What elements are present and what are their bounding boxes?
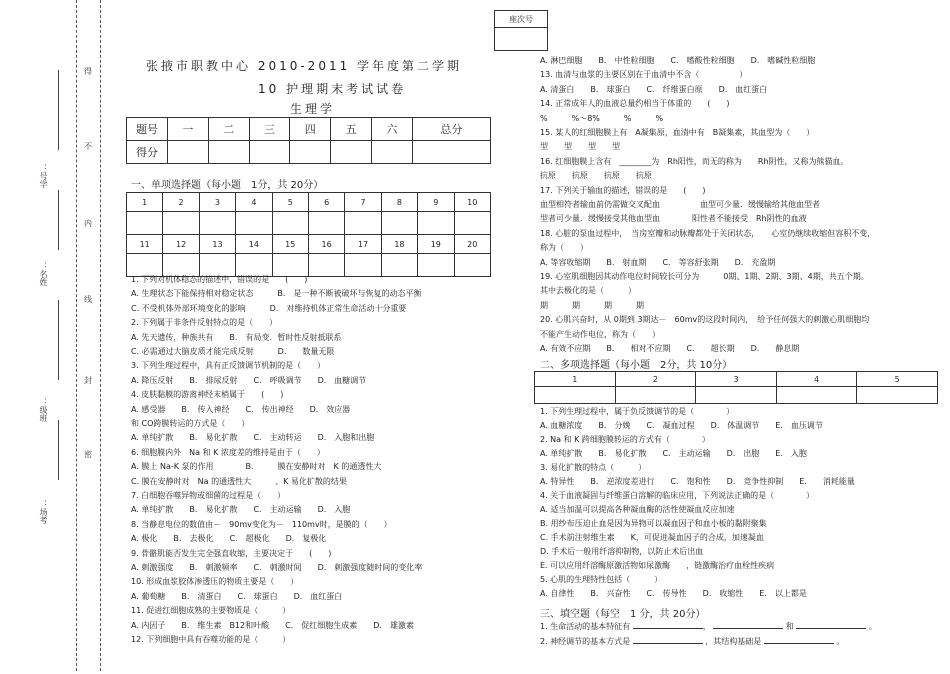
margin-char-de: 得	[84, 67, 92, 76]
seat-number-box	[494, 10, 548, 51]
question-line: 13. 血清与血浆的主要区别在于血清中不含（ ）	[540, 70, 748, 80]
question-line: A. 单纯扩散 B. 易化扩散 C. 主动运输 D. 入胞	[131, 505, 351, 515]
field-class: ：级班	[39, 398, 48, 422]
field-line-1	[58, 70, 60, 150]
score-cell[interactable]	[168, 141, 209, 164]
question-line: 19. 心室肌细胞因其动作电位时间较长可分为 0期、1期、2期、3期、4期，共五个期。	[540, 272, 869, 281]
question-line: 型 型 型 型	[540, 142, 620, 152]
answer-cell[interactable]	[696, 387, 777, 404]
question-line: A. 等容收缩期 B. 射血期 C. 等容舒张期 D. 充盈期	[540, 257, 776, 267]
question-number-cell: 4	[776, 372, 857, 387]
question-number-cell: 1	[127, 193, 163, 212]
margin-char-nei: 内	[84, 219, 92, 228]
question-line: A. 适当加温可以提高各种凝血酶的活性使凝血反应加速	[540, 505, 735, 514]
score-header: 三	[249, 118, 290, 141]
question-number-cell: 7	[345, 193, 381, 212]
question-number-cell: 4	[236, 193, 272, 212]
question-line: 5. 心肌的生理特性包括（ ）	[540, 575, 663, 584]
answer-cell[interactable]	[418, 212, 454, 235]
question-line: 型者可少量．缓慢接受其他血型血 阳性者不能接受 Rh阴性的血液	[540, 214, 807, 224]
seat-label: 座次号	[495, 11, 548, 28]
question-line: C. 不受机体外部环境变化的影响 D. 对维持机体正常生命活动十分重要	[131, 303, 407, 313]
question-number-cell: 5	[857, 372, 938, 387]
question-line: A. 有效不应期 B. 相对不应期 C. 超长期 D. 静息期	[540, 344, 800, 353]
question-number-cell: 3	[696, 372, 777, 387]
question-line: A. 单纯扩散 B. 易化扩散 C. 主动转运 D. 入胞和出胞	[131, 433, 375, 443]
question-line: 7. 白细胞吞噬异物或细菌的过程是（ ）	[131, 491, 286, 500]
question-line: 4. 皮肤黏膜的游离神经末梢属于 ( )	[131, 390, 284, 400]
section1-answer-grid	[126, 192, 491, 277]
answer-cell[interactable]	[127, 212, 163, 235]
question-line: A. 葡萄糖 B. 清蛋白 C. 球蛋白 D. 血红蛋白	[131, 591, 343, 601]
question-number-cell: 8	[381, 193, 417, 212]
question-number-cell: 10	[454, 193, 490, 212]
section1-title: 一、单项选择题（每小题 1分，共 20分）	[131, 180, 324, 191]
question-line: A. 生理状态下能保持相对稳定状态 B. 是一种不断被破坏与恢复的动态平衡	[131, 289, 422, 299]
question-line: % %～8% % %	[540, 113, 664, 123]
field-line-2	[58, 190, 60, 250]
score-header: 总分	[412, 118, 490, 141]
score-header: 五	[331, 118, 372, 141]
score-row-label: 得分	[127, 141, 168, 164]
question-line: 1. 下列对机体稳态的描述中，错误的是 ( )	[131, 275, 308, 284]
question-number-cell: 9	[418, 193, 454, 212]
answer-cell[interactable]	[776, 387, 857, 404]
question-line: 16. 红细胞膜上含有 ________为 Rh阳性，而无的称为 Rh阴性，又称为熊猫血。	[540, 156, 849, 166]
question-line: 1. 下列生理过程中，属于负反馈调节的是（ ）	[540, 407, 735, 416]
question-line: A. 降压反射 B. 排尿反射 C. 呼吸调节 D. 血糖调节	[131, 375, 367, 385]
question-number-cell: 11	[127, 235, 163, 254]
question-number-cell: 13	[199, 235, 235, 254]
question-line: 3. 易化扩散的特点（ ）	[540, 463, 647, 472]
question-line: D. 手术后一般用纤溶抑制物，以防止术后出血	[540, 547, 704, 556]
field-name: ：名姓	[39, 262, 48, 286]
exam-title-line2: 10 护理期末考试试卷	[258, 82, 407, 96]
field-exam-room: ：场考	[39, 500, 48, 524]
answer-cell[interactable]	[454, 212, 490, 235]
answer-cell[interactable]	[381, 212, 417, 235]
question-line: 12. 下列细胞中具有吞噬功能的是（ ）	[131, 635, 291, 644]
question-line: A. 血糖浓度 B. 分娩 C. 凝血过程 D. 体温调节 E. 血压调节	[540, 421, 823, 430]
answer-cell[interactable]	[272, 212, 308, 235]
question-line: 10. 形成血浆胶体渗透压的物质主要是（ ）	[131, 577, 299, 587]
field-line-3	[58, 300, 60, 380]
fill-blank[interactable]	[796, 628, 866, 629]
question-line: A. 感受器 B. 传入神经 C. 传出神经 D. 效应器	[131, 404, 351, 414]
question-line: 3. 下列生理过程中，具有正反馈调节机制的是（ ）	[131, 361, 326, 371]
answer-cell[interactable]	[345, 212, 381, 235]
question-number-cell: 5	[272, 193, 308, 212]
question-line: A. 单纯扩散 B. 易化扩散 C. 主动运输 D. 出胞 E. 入胞	[540, 449, 807, 458]
question-line: 和 CO跨膜转运的方式是（ ）	[131, 419, 250, 428]
margin-char-feng: 封	[84, 376, 92, 385]
question-line: 不能产生动作电位，称为（ ）	[540, 329, 660, 339]
q2-mid: ，其结构基础是	[705, 637, 762, 646]
question-number-cell: 19	[418, 235, 454, 254]
question-number-cell: 18	[381, 235, 417, 254]
q1-sep: 和	[785, 622, 794, 631]
question-line: 血型相符者输血前仍需做交叉配血 血型可少量．缓慢输给其他血型者	[540, 200, 820, 209]
answer-cell[interactable]	[857, 387, 938, 404]
question-line: 8. 当静息电位的数值由－ 90mv变化为－ 110mv时，是膜的（ ）	[131, 519, 392, 529]
field-line-4	[58, 420, 60, 480]
score-header: 二	[208, 118, 249, 141]
question-number-cell: 6	[308, 193, 344, 212]
question-number-cell: 16	[308, 235, 344, 254]
question-line: B. 用纱布压迫止血是因为异物可以凝血因子和血小板的黏附聚集	[540, 519, 767, 528]
question-line: 4. 关于血液凝固与纤维蛋白溶解的临床应用，下列说法正确的是（ ）	[540, 491, 815, 500]
section1-questions-left	[131, 274, 501, 674]
question-line: A. 先天遗传，种族共有 B. 有局变．暂时性反射抵联系	[131, 332, 342, 342]
question-number-cell: 2	[615, 372, 696, 387]
question-number-cell: 2	[163, 193, 199, 212]
score-cell[interactable]	[290, 141, 331, 164]
question-line: A. 自律性 B. 兴奋性 C. 传导性 D. 收缩性 E. 以上都是	[540, 589, 807, 598]
margin-char-mi: 密	[84, 450, 92, 459]
question-number-cell: 15	[272, 235, 308, 254]
question-line: C. 手术前注射维生素 K，可促进凝血因子的合成，加速凝血	[540, 533, 764, 542]
answer-cell[interactable]	[535, 387, 616, 404]
fill-question-2	[540, 637, 844, 647]
binding-dash-line	[76, 0, 77, 671]
field-student-number: ：号学	[39, 164, 48, 188]
question-line: A. 刺激强度 B. 刺激频率 C. 刺激时间 D. 刺激强度随时间的变化率	[131, 563, 423, 572]
score-header: 一	[168, 118, 209, 141]
question-number-cell: 3	[199, 193, 235, 212]
question-number-cell: 20	[454, 235, 490, 254]
fill-blank[interactable]	[633, 628, 703, 629]
fill-blank[interactable]	[633, 643, 703, 644]
question-number-cell: 12	[163, 235, 199, 254]
score-header: 题号	[127, 118, 168, 141]
score-cell[interactable]	[208, 141, 249, 164]
question-line: 15. 某人的红细胞膜上有 A凝集原，血清中有 B凝集素，其血型为（ ）	[540, 128, 815, 137]
q1-prefix: 1. 生命活动的基本特征有	[540, 622, 631, 631]
question-line: 称为（ ）	[540, 243, 588, 253]
question-line: A. 清蛋白 B. 球蛋白 C. 纤维蛋白原 D. 血红蛋白	[540, 84, 768, 94]
question-line: 11. 促进红细胞成熟的主要物质是（ ）	[131, 606, 291, 616]
q2-prefix: 2. 神经调节的基本方式是	[540, 637, 631, 646]
question-line: A. 膜上 Na-K 泵的作用 B. 膜在安静时对 K 的通透性大	[131, 462, 382, 472]
exam-subject: 生理学	[290, 102, 336, 116]
fill-blank[interactable]	[764, 643, 834, 644]
score-header: 六	[371, 118, 412, 141]
score-cell[interactable]	[331, 141, 372, 164]
question-line: 20. 心肌兴奋时，从 0期到 3期达－ 60mv的这段时间内， 给予任何强大的刺激心肌细胞均	[540, 315, 870, 325]
section2-questions	[540, 406, 940, 606]
question-line: 2. Na 和 K 跨细胞膜转运的方式有（ ）	[540, 435, 710, 444]
score-cell[interactable]	[249, 141, 290, 164]
question-line: 9. 骨骼肌能否发生完全强直收缩，主要决定于 ( )	[131, 548, 332, 558]
answer-cell[interactable]	[199, 212, 235, 235]
question-line: 2. 下列属于非条件反射特点的是（ ）	[131, 318, 278, 328]
score-header: 四	[290, 118, 331, 141]
answer-cell[interactable]	[236, 212, 272, 235]
question-line: C. 必需通过大脑皮质才能完成反射 D. 数量无限	[131, 347, 335, 356]
question-line: A. 极化 B. 去极化 C. 超极化 D. 复极化	[131, 534, 327, 544]
seat-value[interactable]	[495, 28, 548, 51]
question-number-cell: 17	[345, 235, 381, 254]
section1-questions-right	[540, 55, 940, 355]
question-line: A. 内因子 B. 维生素 B12和叶酸 C. 促红细胞生成素 D. 雄激素	[131, 620, 414, 630]
question-line: 6. 细胞膜内外 Na 和 K 浓度差的维持是由于（ ）	[131, 447, 325, 457]
margin-char-xian: 线	[84, 295, 92, 304]
fill-blank[interactable]	[713, 628, 783, 629]
section2-title: 二、多项选择题（每小题 2分，共 10分）	[540, 360, 733, 371]
section3-title: 三、填空题（每空 1 分，共 20分）	[540, 609, 706, 620]
question-number-cell: 14	[236, 235, 272, 254]
score-cell[interactable]	[371, 141, 412, 164]
question-line: 抗原 抗原 抗原 抗原	[540, 171, 652, 181]
question-line: 期 期 期 期	[540, 300, 644, 310]
question-line: C. 膜在安静时对 Na 的通透性大 、K 易化扩散的结果	[131, 476, 347, 486]
question-line: 其中去极化的是（ ）	[540, 286, 636, 296]
q2-end: 。	[836, 637, 845, 646]
answer-cell[interactable]	[163, 212, 199, 235]
binding-dash-line-2	[100, 0, 101, 671]
question-line: 18. 心脏的泵血过程中， 当房室瓣和动脉瓣都处于关闭状态， 心室仍继续收缩但容积不变，	[540, 228, 876, 238]
question-line: E. 可以应用纤溶酶原激活物如尿激酶 ，链激酶治疗血栓性疾病	[540, 561, 775, 570]
exam-title-line1: 张掖市职教中心 2010-2011 学年度第二学期	[146, 59, 463, 73]
fill-question-1: 1. 生命活动的基本特征有 ， 和 。	[540, 622, 877, 631]
section2-answer-grid	[534, 371, 938, 404]
score-table	[126, 117, 491, 164]
margin-char-bu: 不	[84, 142, 92, 151]
question-line: A. 特异性 B. 逆浓度差进行 C. 饱和性 D. 竞争性抑制 E. 消耗能量	[540, 477, 855, 486]
answer-cell[interactable]	[615, 387, 696, 404]
score-cell[interactable]	[412, 141, 490, 164]
question-line: 17. 下列关于输血的描述，错误的是 ( )	[540, 185, 706, 195]
question-line: 14. 正常成年人的血液总量约相当于体重的 ( )	[540, 99, 730, 109]
q1-end: 。	[868, 622, 877, 631]
answer-cell[interactable]	[308, 212, 344, 235]
question-line: A. 淋巴细胞 B. 中性粒细胞 C. 嗜酸性粒细胞 D. 嗜碱性粒细胞	[540, 56, 816, 65]
question-number-cell: 1	[535, 372, 616, 387]
